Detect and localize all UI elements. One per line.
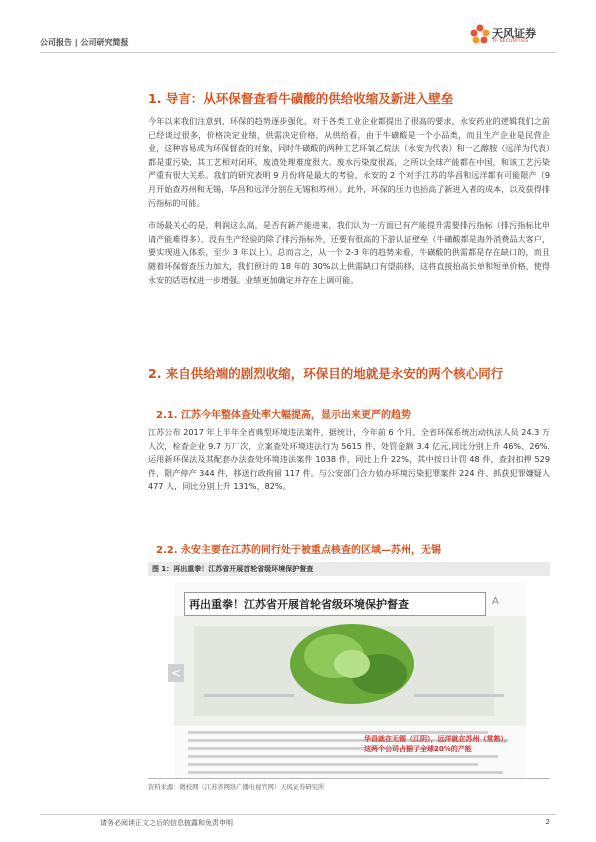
footer-disclaimer: 请务必阅读正文之后的信息披露和免责申明 (100, 819, 233, 827)
page-number: 2 (545, 818, 550, 826)
header-divider (40, 52, 556, 53)
subsection-2-1-title: 2.1. 江苏今年整体查处率大幅提高，显示出来更严的趋势 (156, 410, 411, 421)
figure-red-annotation: 华昌就在无锡（江阴），远洋就在苏州（常熟），这两个公司占据了全球20%的产能 (364, 735, 511, 753)
subsection-2-1-paragraph: 江苏公布 2017 年上半年全省典型环境违法案件，据统计，今年前 6 个月，全省环保系统出动执法人员 24.3 万人次，检查企业 9.7 万厂次，立案查处环境违法行为 5615 件、处罚金额 3.4 亿元,同比分别上升 46%、26%.运用新环保法及其配套办法查处环境违法案件 1038 件，同比上升 22%，其中按日计罚 48 件，查封扣押 529 件，限产停产 344 件，移送行政拘留 117 件。与公安部门合力侦办环境污染犯罪案件 224 件、抓获犯罪嫌疑人 477 人，同比分别上升 131%、82%。 (148, 427, 550, 492)
logo-name: 天风证券 (492, 27, 536, 40)
figure-screenshot (174, 582, 526, 778)
figure-next-icon: A (492, 596, 499, 607)
section-1-paragraph-2: 市场最关心的是，利润这么高，是否有新产能进来，我们认为一方面已有产能提升需要排污指标（排污指标比申请产能难得多），没有生产经验的除了排污指标外，还要有很高的下游认证壁垒（牛磺酸都是海外消费品大客户，要实现进入体系，至少 3 年以上）。总而言之，从一个 2-3 年的趋势来看，牛磺酸的供需都是存在缺口的，而且随着环保督查压力加大，我们预计的 18 年的 30%以上供需缺口有望前移，这将直接抬高长单和短单价格，使得永安的话语权进一步增强。业绩更加确定并存在上调可能。 (148, 220, 550, 285)
report-category: 公司报告 | 公司研究简报 (40, 38, 129, 47)
figure-source: 资料来源：微校网（江苏省网络广播电视官网）天风证券研究所 (148, 784, 325, 791)
section-1-title: 1. 导言：从环保督查看牛磺酸的供给收缩及新进入壁垒 (148, 91, 454, 106)
subsection-2-2-title: 2.2. 永安主要在江苏的同行处于被重点核查的区域—苏州，无锡 (156, 545, 441, 556)
figure-banner-text: 再出重拳！江苏省开展首轮省级环境保护督查 (189, 598, 409, 611)
figure-prev-button[interactable]: < (168, 664, 184, 682)
logo-subtitle: TF SECURITIES (492, 39, 529, 44)
section-1-body (148, 115, 550, 287)
subsection-2-1-body (148, 426, 550, 494)
section-1-paragraph-1: 今年以来我们注意到，环保的趋势逐步强化，对于各类工业企业都提出了很高的要求，永安药业的逻辑我们之前已经谈过很多，价格决定业绩，供需决定价格，从供给看，由于牛磺酸是一个小品类，而且生产企业是民营企业，这种容易成为环保督查的对象，同时牛磺酸的两种工艺环氧乙烷法（永安为代表）和一乙醇胺（远洋为代表）都是重污染，其工艺相对闭环，废渣处理难度很大。废水污染度很高，之所以全球产能都在中国，和该工艺污染严重有很大关系。我们的研究表明 9 月份将是最大的考验，永安的 2 个对手江苏的华昌和远洋都有可能限产（9 月开始查苏州和无锡，华昌和远洋分别在无锡和苏州）。此外，环保的压力也抬高了新进入者的成本，以及获得排污指标的可能。 (148, 116, 550, 208)
figure-title: 图 1：再出重拳！江苏省开展首轮省级环境保护督查 (148, 562, 550, 576)
footer-divider (40, 814, 556, 815)
fist-image (174, 616, 526, 726)
section-2-title: 2. 来自供给端的剧烈收缩，环保目的地就是永安的两个核心同行 (148, 366, 504, 381)
figure-divider (148, 778, 550, 779)
brand-logo (470, 22, 560, 52)
logo-flower-icon (470, 24, 490, 48)
figure-banner (184, 592, 486, 616)
